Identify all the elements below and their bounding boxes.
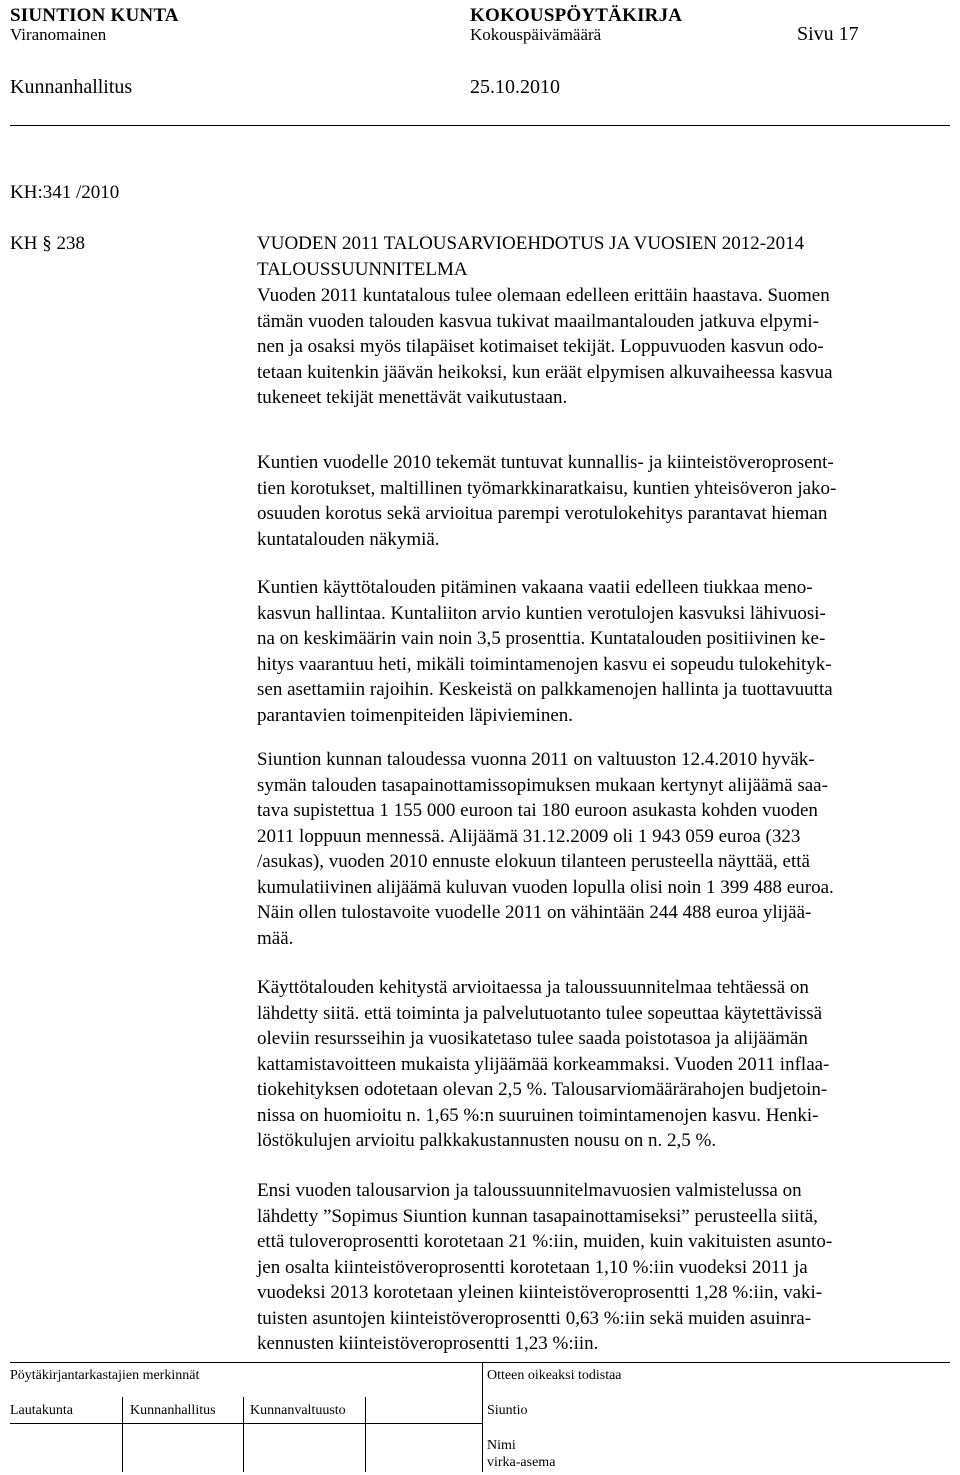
- text-line: parantavien toimenpiteiden läpivieminen.: [257, 704, 574, 726]
- footer-col-kunnanvaltuusto: Kunnanvaltuusto: [250, 1403, 346, 1418]
- text-line: osuuden korotus sekä arvioitua parempi verotulokehitys parantavat hieman: [257, 503, 828, 524]
- footer-col-kunnanhallitus: Kunnanhallitus: [130, 1403, 216, 1418]
- text-line: lähdetty siitä. että toiminta ja palvelutuotanto tulee sopeuttaa käytettävissä: [257, 1002, 823, 1024]
- text-line: tämän vuoden talouden kasvua tukivat maailmantalouden jatkuva elpymi-: [257, 310, 819, 332]
- text-line: Siuntion kunnan taloudessa vuonna 2011 on valtuuston 12.4.2010 hyväk-: [257, 749, 815, 770]
- text-line: kumulatiivinen alijäämä kuluvan vuoden lopulla olisi noin 1 399 488 euroa.: [257, 876, 834, 898]
- footer-col-divider-1: [122, 1397, 123, 1472]
- text-line: Ensi vuoden talousarvion ja taloussuunnitelmavuosien valmistelussa on: [257, 1180, 802, 1201]
- text-line: Näin ollen tulostavoite vuodelle 2011 on vähintään 244 488 euroa ylijää-: [257, 902, 812, 923]
- text-line: tava supistettua 1 155 000 euroon tai 180 euroon asukasta kohden vuoden: [257, 800, 818, 821]
- text-line: oleviin resursseihin ja vuosikatetaso tulee saada poistotasoa ja alijäämän: [257, 1028, 808, 1049]
- paragraph-tax-rates: [257, 1178, 947, 1357]
- text-line: että tuloveroprosentti korotetaan 21 %:iin, muiden, kuin vakituisten asunto-: [257, 1231, 833, 1252]
- footer-divider-top: [10, 1362, 950, 1363]
- paragraph-outlook: [257, 283, 947, 411]
- footer-title-label: virka-asema: [487, 1455, 556, 1470]
- text-line: Kuntien käyttötalouden pitäminen vakaana vaatii edelleen tiukkaa meno-: [257, 577, 813, 598]
- text-line: sen asettamiin rajoihin. Keskeistä on palkkamenojen hallinta ja tuottavuutta: [257, 679, 833, 700]
- paragraph-budget-principles: [257, 975, 947, 1154]
- text-line: 2011 loppuun mennessä. Alijäämä 31.12.2009 oli 1 943 059 euroa (323: [257, 825, 801, 847]
- text-line: tukeneet tekijät menettävät vaikutustaan.: [257, 387, 568, 408]
- text-line: tuisten asuntojen kiinteistöveroprosentti 0,63 %:iin sekä muiden asuinra-: [257, 1307, 812, 1329]
- meeting-date-label: Kokouspäivämäärä: [470, 25, 602, 44]
- text-line: tetaan kuitenkin jäävän heikoksi, kun eräät elpymisen alkuvaiheessa kasvua: [257, 361, 833, 383]
- text-line: Kuntien vuodelle 2010 tekemät tuntuvat kunnallis- ja kiinteistöveroprosent-: [257, 452, 834, 473]
- text-line: lähdetty ”Sopimus Siuntion kunnan tasapainottamiseksi” perusteella siitä,: [257, 1205, 818, 1227]
- header-divider: [10, 125, 950, 126]
- case-title-line: VUODEN 2011 TALOUSARVIOEHDOTUS JA VUOSIEN 2012-2014: [257, 233, 805, 254]
- text-line: Vuoden 2011 kuntatalous tulee olemaan edelleen erittäin haastava. Suomen: [257, 285, 830, 306]
- certified-label: Otteen oikeaksi todistaa: [487, 1368, 622, 1383]
- footer-name-label: Nimi: [487, 1438, 516, 1453]
- footer-col-divider-3: [365, 1397, 366, 1472]
- footer-col-lautakunta: Lautakunta: [10, 1403, 73, 1418]
- municipality-name: SIUNTION KUNTA: [10, 5, 179, 26]
- notes-label: Pöytäkirjantarkastajien merkinnät: [10, 1368, 200, 1383]
- paragraph-operating-economy: [257, 575, 947, 728]
- text-line: kasvun hallintaa. Kuntaliiton arvio kuntien verotulojen kasvuksi lähivuosi-: [257, 602, 826, 624]
- text-line: hitys vaarantuu heti, mikäli toimintamenojen kasvu ei sopeudu tulokehityk-: [257, 653, 832, 675]
- authority-label: Viranomainen: [10, 25, 107, 44]
- text-line: na on keskimäärin vain noin 3,5 prosenttia. Kuntatalouden positiivinen ke-: [257, 628, 826, 649]
- authority: Kunnanhallitus: [10, 76, 133, 98]
- paragraph-deficit: [257, 747, 947, 951]
- case-title-line: TALOUSSUUNNITELMA: [257, 258, 468, 280]
- case-reference: KH:341 /2010: [10, 182, 120, 203]
- page-number: Sivu 17: [797, 23, 859, 45]
- text-line: /asukas), vuoden 2010 ennuste elokuun tilanteen perusteella näyttää, että: [257, 851, 810, 872]
- text-line: mää.: [257, 927, 294, 949]
- text-line: vuodeksi 2013 korotetaan yleinen kiinteistöveroprosentti 1,28 %:iin, vaki-: [257, 1282, 823, 1303]
- footer-row-divider: [10, 1423, 482, 1424]
- case-title: [257, 231, 804, 282]
- text-line: kennusten kiinteistöveroprosentti 1,23 %:iin.: [257, 1333, 599, 1354]
- text-line: nissa on huomioitu n. 1,65 %:n suuruinen toimintamenojen kasvu. Henki-: [257, 1104, 819, 1126]
- case-number: KH § 238: [10, 233, 85, 254]
- text-line: Käyttötalouden kehitystä arvioitaessa ja taloussuunnitelmaa tehtäessä on: [257, 977, 809, 998]
- text-line: kattamistavoitteen mukaista ylijäämää korkeammaksi. Vuoden 2011 inflaa-: [257, 1053, 830, 1075]
- text-line: symän talouden tasapainottamissopimuksen mukaan kertynyt alijäämä saa-: [257, 774, 828, 796]
- footer-center-divider: [482, 1362, 483, 1472]
- text-line: jen osalta kiinteistöveroprosentti korotetaan 1,10 %:iin vuodeksi 2011 ja: [257, 1256, 808, 1278]
- text-line: tien korotukset, maltillinen työmarkkinaratkaisu, kuntien yhteisöveron jako-: [257, 477, 837, 499]
- text-line: kuntatalouden näkymiä.: [257, 528, 440, 550]
- paragraph-tax-increases: [257, 450, 947, 552]
- text-line: löstökulujen arvioitu palkkakustannusten nousu on n. 2,5 %.: [257, 1130, 717, 1151]
- meeting-date: 25.10.2010: [470, 76, 560, 98]
- footer-place: Siuntio: [487, 1403, 528, 1418]
- text-line: nen ja osaksi myös tilapäiset kotimaiset tekijät. Loppuvuoden kasvun odo-: [257, 336, 824, 357]
- document-type: KOKOUSPÖYTÄKIRJA: [470, 5, 683, 26]
- text-line: tiokehityksen odotetaan olevan 2,5 %. Talousarviomäärärahojen budjetoin-: [257, 1079, 828, 1100]
- footer-col-divider-2: [243, 1397, 244, 1472]
